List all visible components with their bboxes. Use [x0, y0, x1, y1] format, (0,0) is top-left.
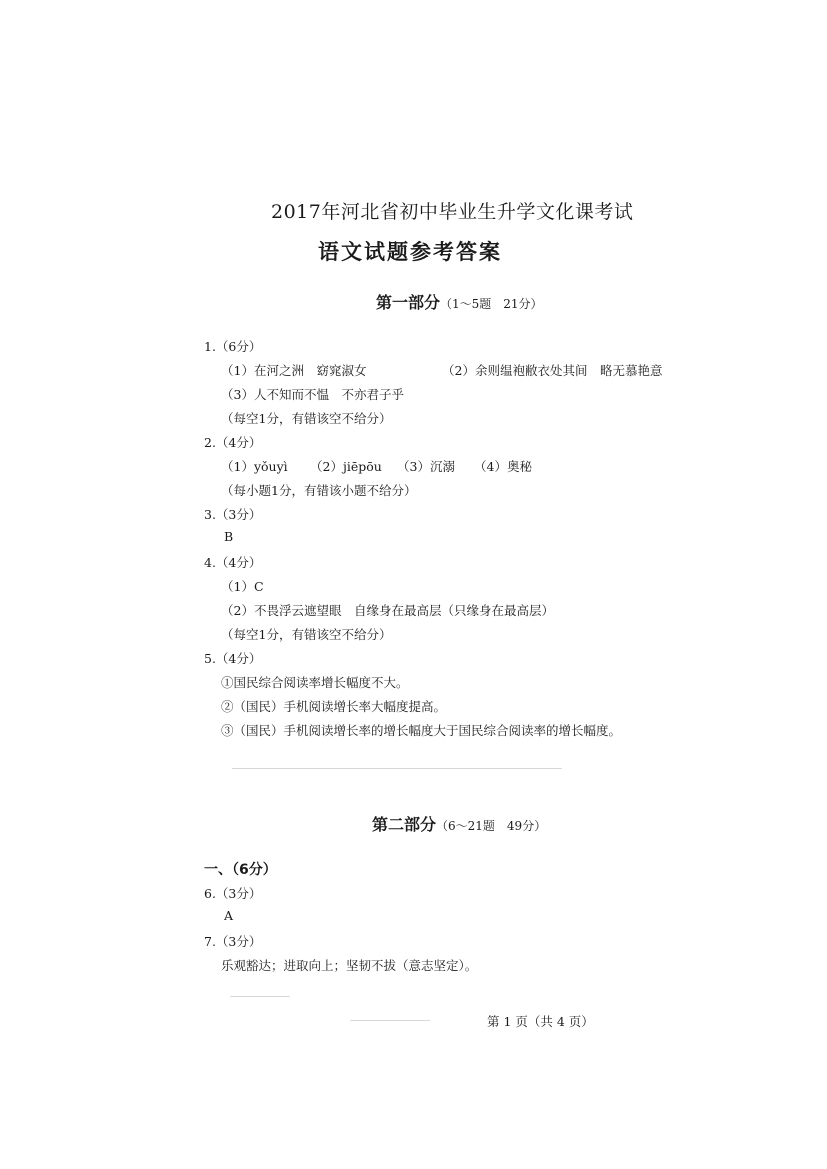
q2-answer-1: （1）yǒuyì: [221, 459, 288, 474]
section-1-note: （1～5题 21分）: [440, 297, 543, 311]
section-2-title: 第二部分: [372, 815, 437, 834]
q5-answer-3: ③（国民）手机阅读增长率的增长幅度大于国民综合阅读率的增长幅度。: [221, 723, 622, 738]
q2-answer-3: （3）沉溺: [397, 459, 455, 474]
q7-label: 7.（3分）: [204, 934, 262, 949]
exam-title: 2017年河北省初中毕业生升学文化课考试: [271, 201, 634, 223]
q3-answer: B: [224, 529, 234, 544]
scan-artifact: [350, 1020, 430, 1021]
section-1-heading: [376, 290, 543, 313]
q4-scoring-note: （每空1分，有错该空不给分）: [221, 627, 392, 642]
part-1-heading: 一、（6分）: [204, 862, 277, 878]
q4-answer-2: （2）不畏浮云遮望眼 自缘身在最高层（只缘身在最高层）: [221, 603, 554, 618]
q1-scoring-note: （每空1分，有错该空不给分）: [221, 411, 392, 426]
q2-label: 2.（4分）: [204, 435, 262, 450]
q5-answer-1: ①国民综合阅读率增长幅度不大。: [221, 675, 409, 690]
q1-answer-1: （1）在河之洲 窈窕淑女: [221, 363, 367, 378]
q5-label: 5.（4分）: [204, 651, 262, 666]
q2-answer-4: （4）奥秘: [474, 459, 532, 474]
q1-label: 1.（6分）: [204, 339, 262, 354]
q6-label: 6.（3分）: [204, 886, 262, 901]
q2-answer-2: （2）jiēpōu: [310, 459, 382, 474]
q7-answer: 乐观豁达；进取向上；坚韧不拔（意志坚定）。: [221, 958, 478, 973]
page-footer: 第 1 页（共 4 页）: [487, 1014, 594, 1029]
section-1-title: 第一部分: [376, 293, 441, 312]
scan-artifact: [232, 768, 562, 769]
q6-answer: A: [224, 908, 234, 923]
q3-label: 3.（3分）: [204, 507, 262, 522]
q1-answer-2: （2）余则缊袍敝衣处其间 略无慕艳意: [442, 363, 663, 378]
q1-answer-3: （3）人不知而不愠 不亦君子乎: [221, 387, 404, 402]
document-title: 语文试题参考答案: [318, 240, 502, 264]
q4-label: 4.（4分）: [204, 555, 262, 570]
q4-answer-1: （1）C: [221, 579, 264, 594]
scan-artifact: [230, 996, 290, 997]
section-2-note: （6～21题 49分）: [436, 819, 547, 833]
q2-scoring-note: （每小题1分，有错该小题不给分）: [221, 483, 417, 498]
q5-answer-2: ②（国民）手机阅读增长率大幅度提高。: [221, 699, 447, 714]
section-2-heading: [372, 812, 546, 835]
